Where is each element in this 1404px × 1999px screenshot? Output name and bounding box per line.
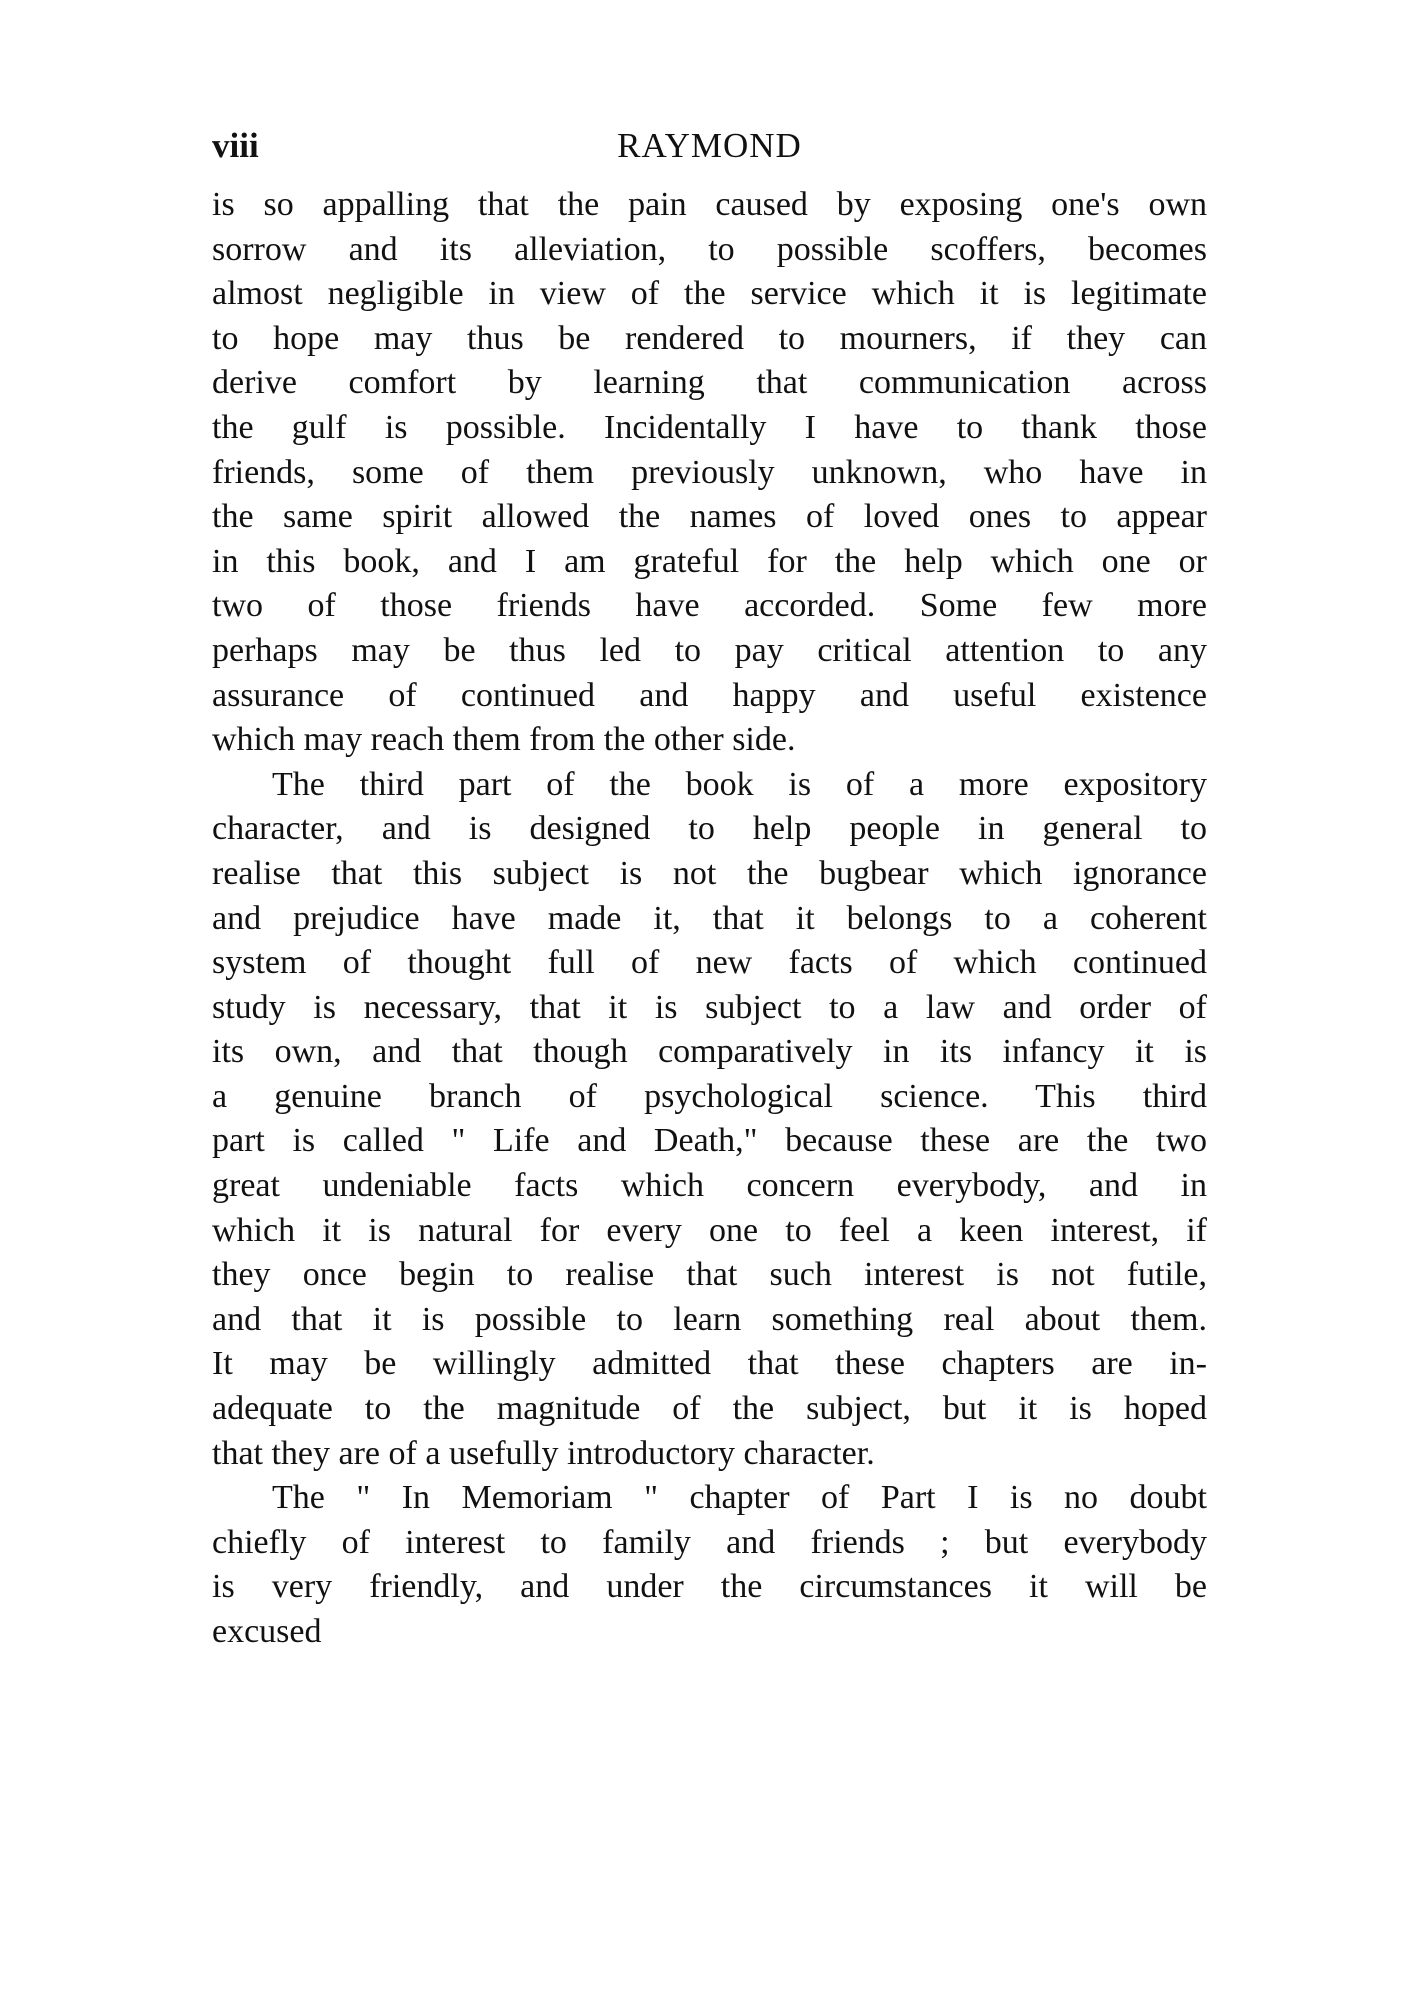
text-line: The " In Memoriam " chapter of Part I is no doubt [272, 1479, 1207, 1517]
text-line: and that it is possible to learn something real about them. [212, 1300, 1207, 1338]
text-line: which it is natural for every one to feel a keen interest, if [212, 1211, 1207, 1249]
text-line: to hope may thus be rendered to mourners, if they can [212, 319, 1207, 357]
text-line: sorrow and its alleviation, to possible scoffers, becomes [212, 230, 1207, 268]
text-line: perhaps may be thus led to pay critical attention to any [212, 631, 1207, 669]
text-line: and prejudice have made it, that it belongs to a coherent [212, 899, 1207, 937]
text-line: It may be willingly admitted that these chapters are in- [212, 1345, 1207, 1383]
text-line: in this book, and I am grateful for the help which one or [212, 542, 1207, 580]
text-line: the same spirit allowed the names of loved ones to appear [212, 498, 1207, 536]
text-line: character, and is designed to help people in general to [212, 810, 1207, 848]
text-line: two of those friends have accorded. Some few more [212, 587, 1207, 625]
running-title: RAYMOND [617, 126, 802, 165]
text-line: chiefly of interest to family and friends ; but everybody [212, 1523, 1207, 1561]
running-head [212, 122, 1207, 170]
text-line: study is necessary, that it is subject to a law and order of [212, 988, 1207, 1026]
body-text [212, 183, 1207, 1655]
text-line: the gulf is possible. Incidentally I have to thank those [212, 408, 1207, 446]
text-line: a genuine branch of psychological science. This third [212, 1077, 1207, 1115]
text-line: derive comfort by learning that communication across [212, 364, 1207, 402]
text-line: great undeniable facts which concern everybody, and in [212, 1167, 1207, 1205]
text-line: system of thought full of new facts of which continued [212, 944, 1207, 982]
text-line: part is called " Life and Death," because these are the two [212, 1122, 1207, 1160]
text-line: is so appalling that the pain caused by exposing one's own [212, 186, 1207, 223]
text-line: friends, some of them previously unknown, who have in [212, 453, 1207, 491]
paragraph-1 [212, 183, 1207, 763]
text-line: is very friendly, and under the circumstances it will be [212, 1568, 1207, 1606]
text-line: The third part of the book is of a more expository [272, 765, 1207, 803]
text-line: they once begin to realise that such interest is not futile, [212, 1256, 1207, 1294]
paragraph-2 [212, 763, 1207, 1477]
text-line: adequate to the magnitude of the subject, but it is hoped [212, 1390, 1207, 1428]
paragraph-3 [212, 1476, 1207, 1654]
page-number: viii [212, 126, 259, 165]
text-line: excused [212, 1613, 322, 1650]
text-line: which may reach them from the other side. [212, 721, 796, 759]
text-line: assurance of continued and happy and useful existence [212, 676, 1207, 714]
text-line: almost negligible in view of the service which it is legitimate [212, 275, 1207, 313]
text-line: realise that this subject is not the bugbear which ignorance [212, 854, 1207, 892]
text-line: that they are of a usefully introductory character. [212, 1434, 875, 1472]
text-line: its own, and that though comparatively in its infancy it is [212, 1033, 1207, 1071]
